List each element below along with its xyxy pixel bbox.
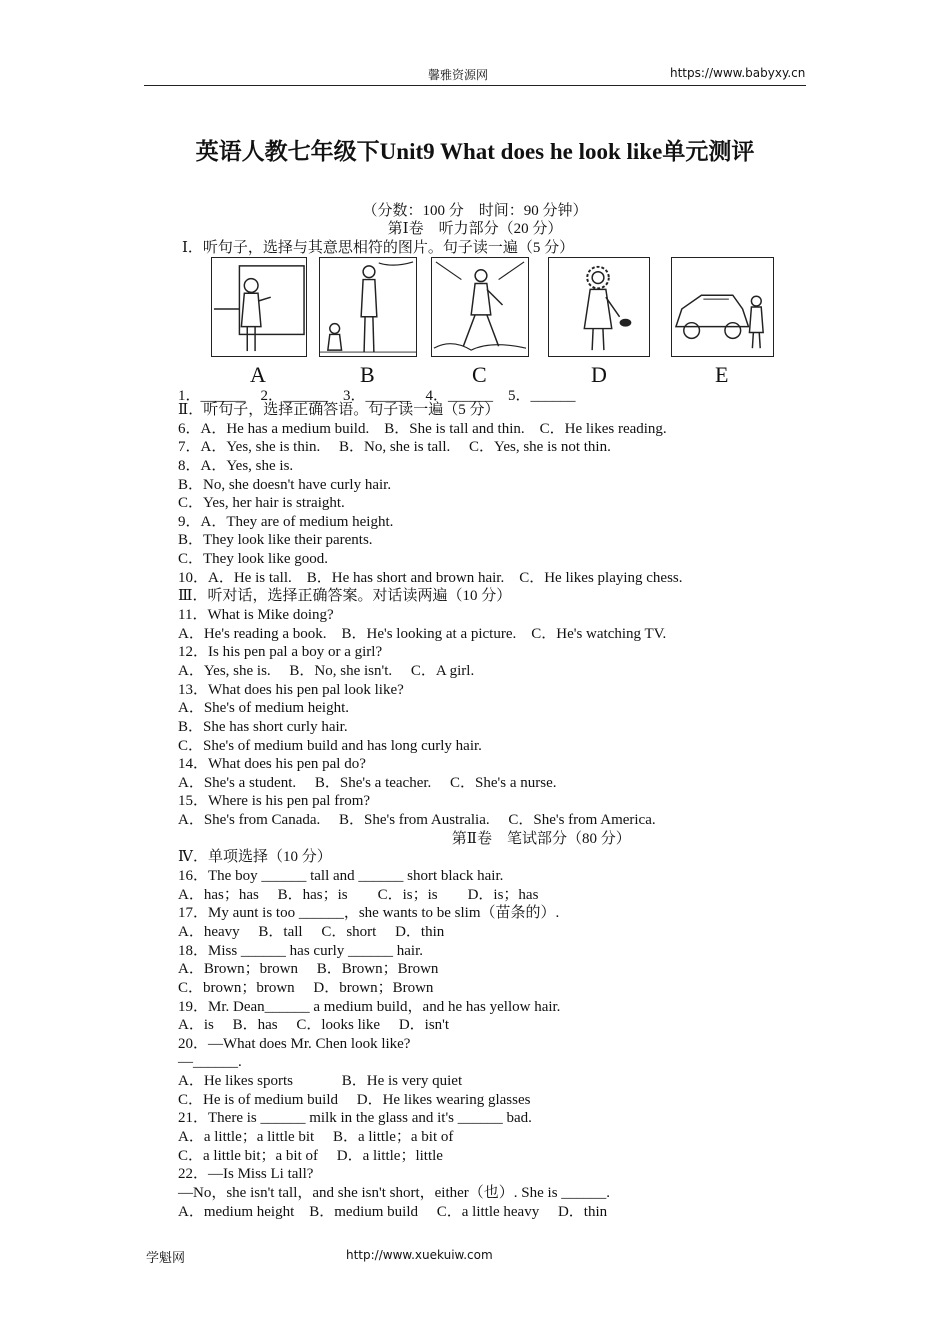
question-line: B．She has short curly hair. bbox=[178, 718, 348, 735]
question-line: 9．A．They are of medium height. bbox=[178, 513, 394, 530]
question-line: 6．A．He has a medium build. B．She is tall and thin. C．He likes reading. bbox=[178, 420, 667, 437]
question-line: Ⅱ．听句子，选择正确答语。句子读一遍（5 分） bbox=[178, 402, 500, 418]
section-one-instruction: Ⅰ．听句子，选择与其意思相符的图片。句子读一遍（5 分） bbox=[182, 240, 575, 256]
question-line: C．She's of medium build and has long curly hair. bbox=[178, 737, 482, 754]
footer-site-name: 学魁网 bbox=[146, 1250, 186, 1265]
question-line: B．No, she doesn't have curly hair. bbox=[178, 476, 392, 493]
man-walking-icon bbox=[432, 258, 528, 356]
girl-curly-hair-icon bbox=[549, 258, 649, 356]
footer-url[interactable]: http://www.xuekuiw.com bbox=[346, 1248, 493, 1262]
picture-c bbox=[431, 257, 529, 357]
question-line: 13．What does his pen pal look like? bbox=[178, 681, 404, 698]
question-line: C．He is of medium build D．He likes wearing glasses bbox=[178, 1091, 531, 1108]
picture-label-a: A bbox=[250, 362, 266, 387]
question-line: 12．Is his pen pal a boy or a girl? bbox=[178, 644, 383, 661]
question-line: A．Brown；brown B．Brown；Brown bbox=[178, 961, 439, 978]
picture-d bbox=[548, 257, 650, 357]
question-line: 16．The boy ______ tall and ______ short black hair. bbox=[178, 868, 504, 885]
question-line: 22．—Is Miss Li tall? bbox=[178, 1166, 314, 1183]
question-line: 15．Where is his pen pal from? bbox=[178, 793, 371, 810]
question-line: C．brown；brown D．brown；Brown bbox=[178, 979, 434, 996]
score-time-info: （分数：100 分 时间：90 分钟） bbox=[362, 203, 588, 219]
woman-at-board-icon bbox=[212, 258, 306, 356]
question-line: A．has；has B．has；is C．is；is D．is；has bbox=[178, 886, 539, 903]
question-line: A．is B．has C．looks like D．isn't bbox=[178, 1017, 450, 1034]
question-line: A．She's a student. B．She's a teacher. C．She's a nurse. bbox=[178, 774, 557, 791]
question-line: A．heavy B．tall C．short D．thin bbox=[178, 923, 445, 940]
question-line: 14．What does his pen pal do? bbox=[178, 756, 366, 773]
question-line: 20．—What does Mr. Chen look like? bbox=[178, 1035, 411, 1052]
picture-label-c: C bbox=[472, 362, 487, 387]
question-line: C．Yes, her hair is straight. bbox=[178, 495, 345, 512]
question-line: 11．What is Mike doing? bbox=[178, 607, 334, 624]
boy-with-car-icon bbox=[672, 258, 773, 356]
answer-blanks-1-5: 1．______ 2．______ 3．______ 4．______ 5．______ bbox=[178, 388, 576, 404]
question-line: A．Yes, she is. B．No, she isn't. C．A girl. bbox=[178, 662, 475, 679]
picture-b bbox=[319, 257, 417, 357]
question-line: A．medium height B．medium build C．a little heavy D．thin bbox=[178, 1203, 608, 1220]
question-line: 18．Miss ______ has curly ______ hair. bbox=[178, 942, 423, 959]
question-line: Ⅳ．单项选择（10 分） bbox=[178, 849, 332, 866]
part-one-heading: 第Ⅰ卷 听力部分（20 分） bbox=[387, 221, 563, 237]
question-line: 10．A．He is tall. B．He has short and brown hair. C．He likes playing chess. bbox=[178, 569, 683, 586]
question-line: A．She's from Canada. B．She's from Australia. C．She's from America. bbox=[178, 812, 656, 829]
question-line: A．He's reading a book. B．He's looking at a picture. C．He's watching TV. bbox=[178, 625, 667, 642]
question-line: C．a little bit；a bit of D．a little；little bbox=[178, 1147, 443, 1164]
tall-man-with-child-icon bbox=[320, 258, 416, 356]
header-site-name: 馨雅资源网 bbox=[428, 68, 489, 82]
picture-e bbox=[671, 257, 774, 357]
question-line: —No，she isn't tall，and she isn't short，either（也）. She is ______. bbox=[178, 1184, 611, 1201]
question-line: A．He likes sports B．He is very quiet bbox=[178, 1073, 463, 1090]
picture-label-e: E bbox=[715, 362, 729, 387]
question-line: 19．Mr. Dean______ a medium build，and he has yellow hair. bbox=[178, 998, 561, 1015]
question-line: —______. bbox=[178, 1054, 242, 1071]
question-line: B．They look like their parents. bbox=[178, 532, 373, 549]
question-line: 8．A．Yes, she is. bbox=[178, 457, 294, 474]
picture-a bbox=[211, 257, 307, 357]
question-line: A．She's of medium height. bbox=[178, 700, 350, 717]
page-title: 英语人教七年级下Unit9 What does he look like单元测评 bbox=[195, 139, 755, 164]
question-line: C．They look like good. bbox=[178, 551, 328, 568]
header-url[interactable]: https://www.babyxy.cn bbox=[670, 66, 806, 80]
question-lines bbox=[178, 401, 683, 1221]
question-line: 17．My aunt is too ______，she wants to be slim（苗条的）. bbox=[178, 905, 560, 922]
header-divider bbox=[144, 85, 806, 86]
question-line: 21．There is ______ milk in the glass and it's ______ bad. bbox=[178, 1110, 532, 1127]
part-two-heading: 第Ⅱ卷 笔试部分（80 分） bbox=[178, 830, 631, 847]
question-line: 7．A．Yes, she is thin. B．No, she is tall. C．Yes, she is not thin. bbox=[178, 439, 611, 456]
question-line: A．a little；a little bit B．a little；a bit of bbox=[178, 1128, 454, 1145]
question-line: Ⅲ．听对话，选择正确答案。对话读两遍（10 分） bbox=[178, 588, 512, 605]
picture-label-d: D bbox=[591, 362, 607, 387]
picture-label-b: B bbox=[360, 362, 375, 387]
